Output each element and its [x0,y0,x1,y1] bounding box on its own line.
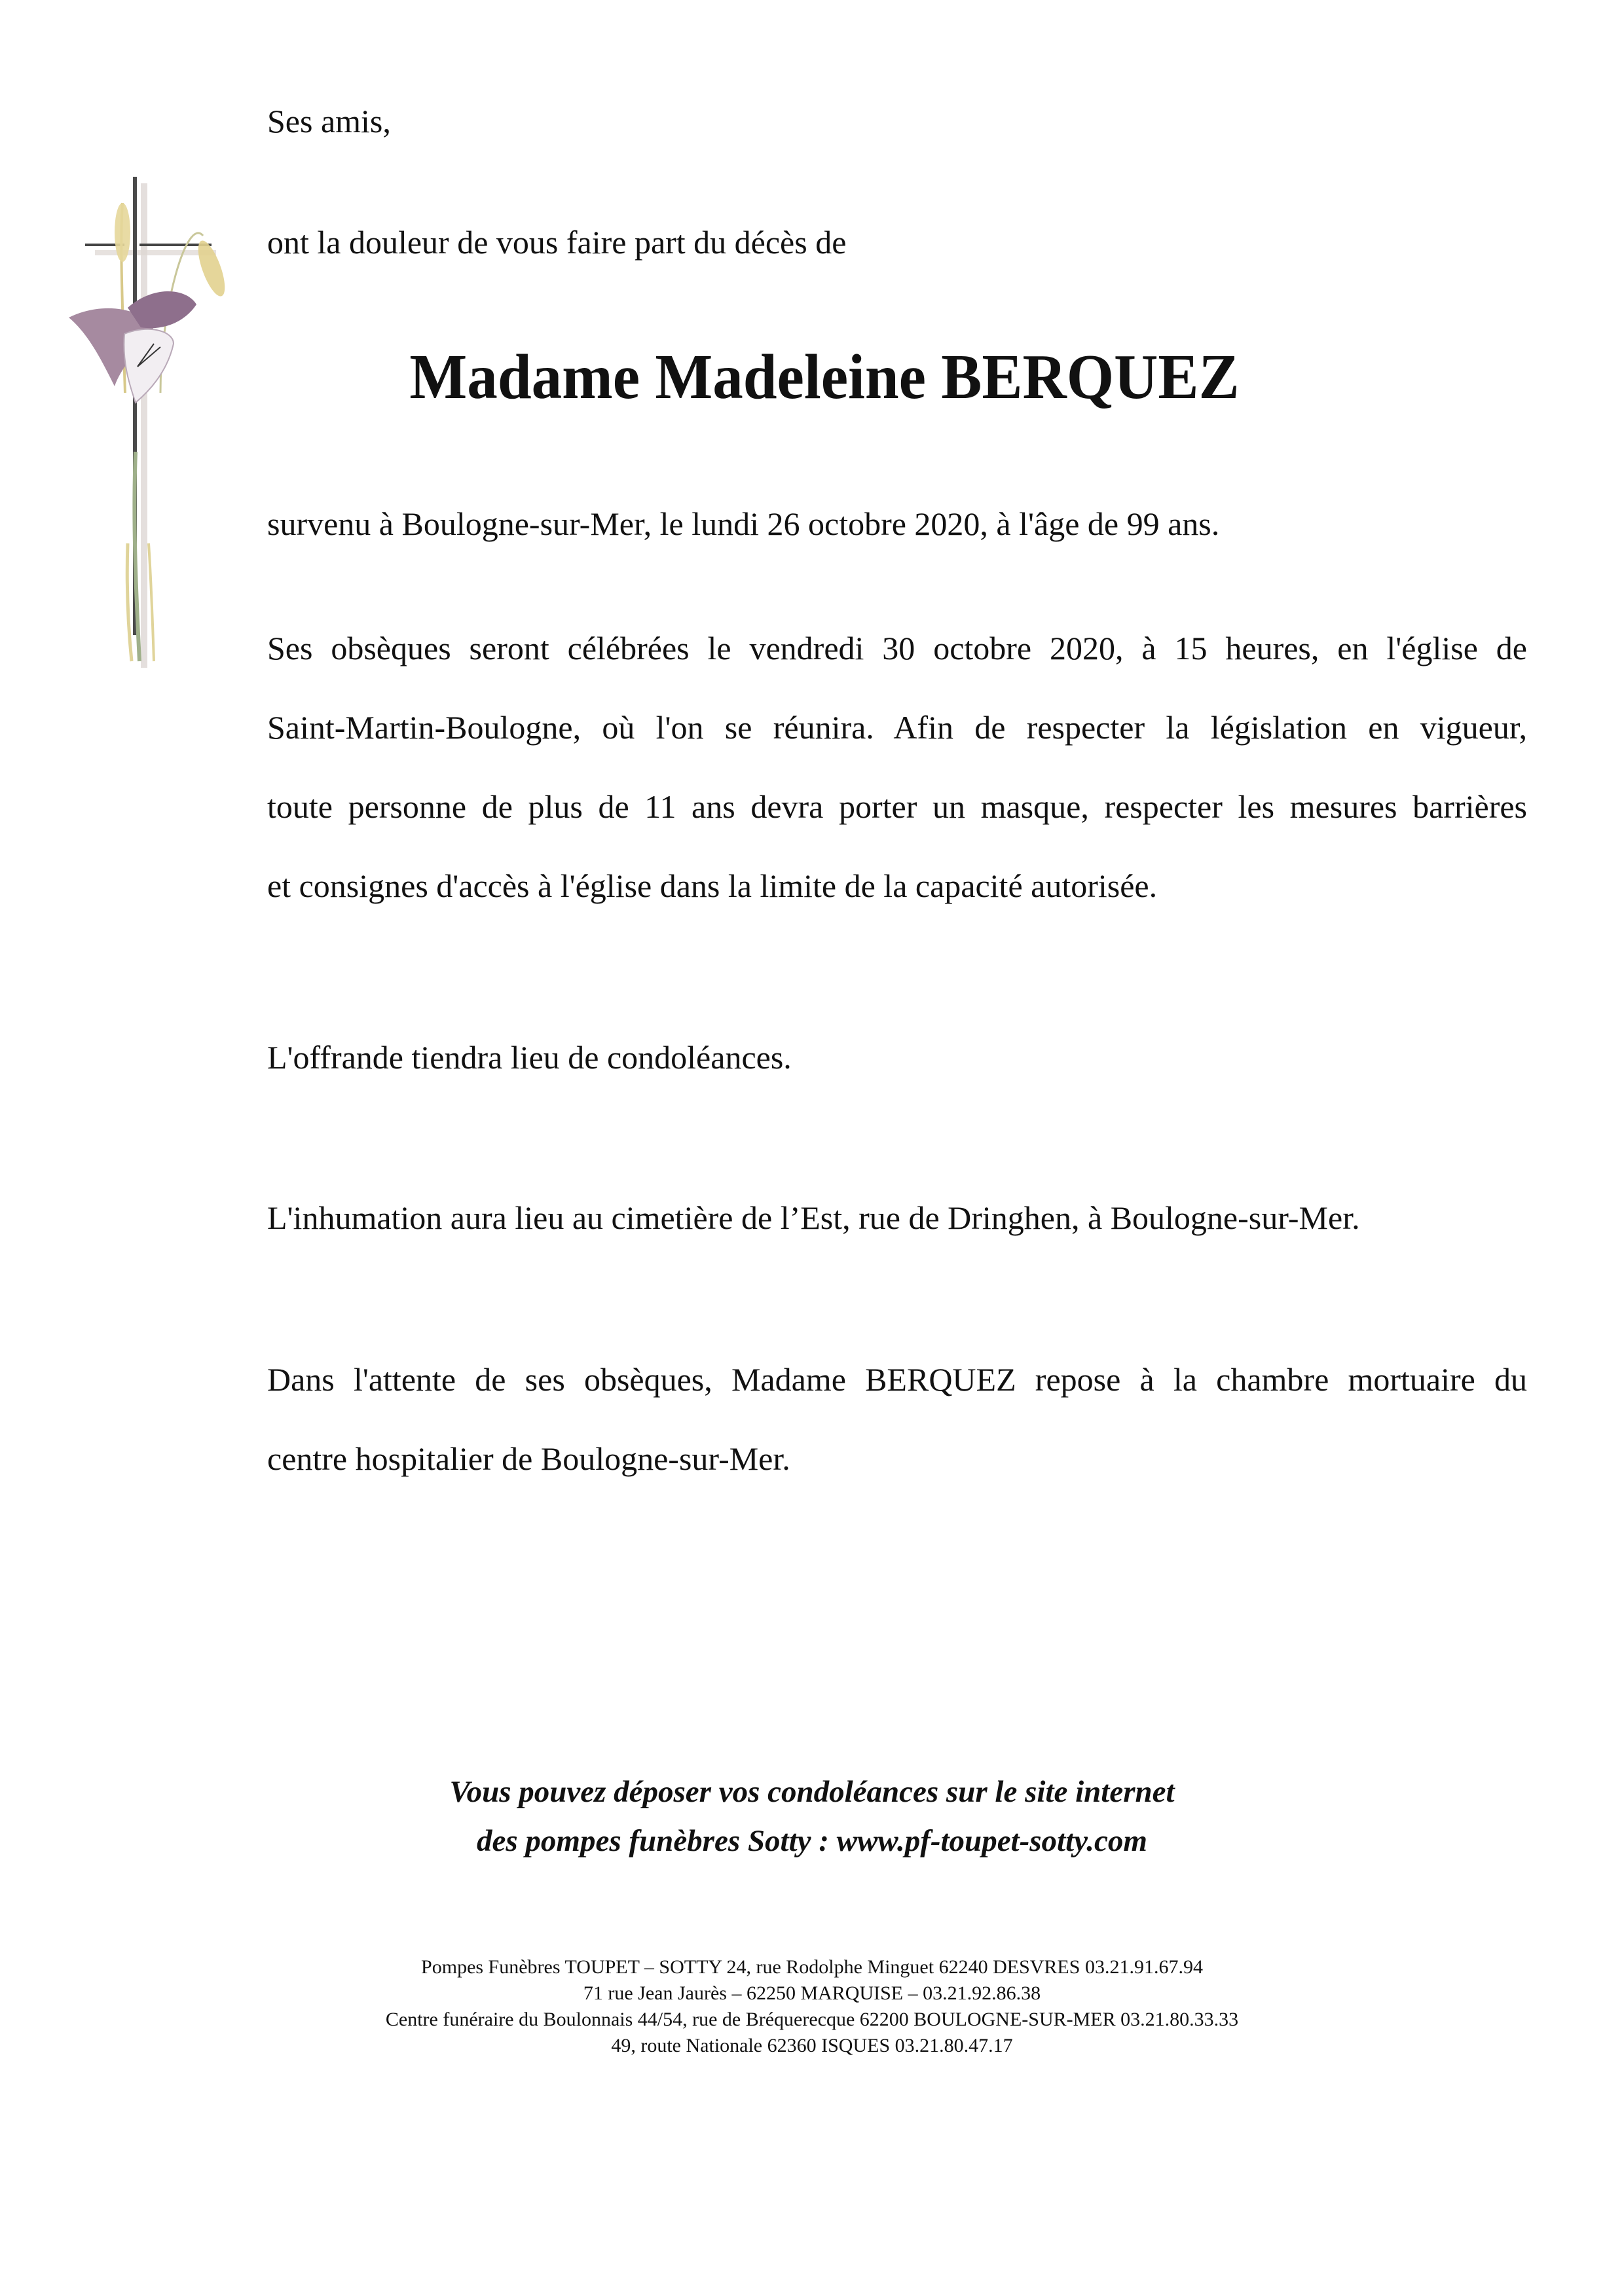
website-notice-line: des pompes funèbres Sotty : www.pf-toupet-sotty.com [477,1824,1147,1858]
burial-notice: L'inhumation aura lieu au cimetière de l’Est, rue de Dringhen, à Boulogne-sur-Mer. [267,1199,1360,1236]
offering-notice: L'offrande tiendra lieu de condoléances. [267,1039,792,1076]
announcement-line: ont la douleur de vous faire part du décès de [267,224,847,261]
repose-line: Dans l'attente de ses obsèques, Madame BERQUEZ repose à la chambre mortuaire du [267,1361,1527,1398]
footer-address-line: Centre funéraire du Boulonnais 44/54, rue de Bréquerecque 62200 BOULOGNE-SUR-MER 03.21.80.33.33 [385,2009,1239,2030]
funeral-line: et consignes d'accès à l'église dans la limite de la capacité autorisée. [267,867,1158,904]
cross-lily-ornament-icon [62,177,232,674]
website-notice-line: Vous pouvez déposer vos condoléances sur le site internet [449,1775,1175,1809]
deceased-name-heading: Madame Madeleine BERQUEZ [409,342,1240,412]
website-notice [0,1768,1624,1866]
footer-address-line: 49, route Nationale 62360 ISQUES 03.21.80.47.17 [611,2035,1013,2056]
funeral-line: Ses obsèques seront célébrées le vendredi 30 octobre 2020, à 15 heures, en l'église de [267,630,1527,666]
repose-paragraph [267,1363,1527,1475]
funeral-home-footer [0,1954,1624,2059]
footer-address-line: 71 rue Jean Jaurès – 62250 MARQUISE – 03.21.92.86.38 [583,1982,1041,2004]
funeral-line: toute personne de plus de 11 ans devra porter un masque, respecter les mesures barrières [267,788,1527,825]
funeral-paragraph [267,632,1527,902]
footer-address-line: Pompes Funèbres TOUPET – SOTTY 24, rue Rodolphe Minguet 62240 DESVRES 03.21.91.67.94 [421,1956,1203,1978]
repose-line: centre hospitalier de Boulogne-sur-Mer. [267,1440,790,1477]
greeting: Ses amis, [267,103,391,139]
death-info: survenu à Boulogne-sur-Mer, le lundi 26 octobre 2020, à l'âge de 99 ans. [267,505,1220,542]
funeral-line: Saint-Martin-Boulogne, où l'on se réunira. Afin de respecter la législation en vigueur, [267,709,1527,746]
